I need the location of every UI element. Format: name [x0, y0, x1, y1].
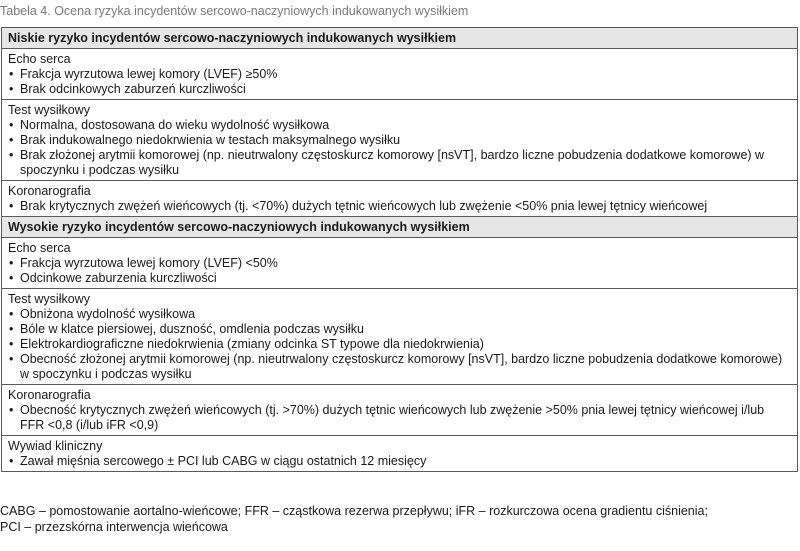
section-header-high-risk: Wysokie ryzyko incydentów sercowo-naczyniowych indukowanych wysiłkiem [2, 217, 797, 238]
criteria-block [2, 436, 797, 471]
list-item: • Obniżona wydolność wysiłkowa [8, 307, 791, 322]
criteria-list [8, 118, 791, 178]
block-title: Koronarografia [8, 388, 91, 402]
list-item: • Bóle w klatce piersiowej, duszność, omdlenia podczas wysiłku [8, 322, 791, 337]
list-item: • Zawał mięśnia sercowego ± PCI lub CABG w ciągu ostatnich 12 miesięcy [8, 454, 791, 469]
list-item: • Brak indukowalnego niedokrwienia w testach maksymalnego wysiłku [8, 133, 791, 148]
criteria-list [8, 199, 791, 214]
criteria-list [8, 256, 791, 286]
table-footnote [0, 503, 800, 535]
criteria-list [8, 67, 791, 97]
block-title: Echo serca [8, 52, 71, 66]
block-title: Test wysiłkowy [8, 103, 90, 117]
criteria-block [2, 385, 797, 436]
list-item: • Frakcja wyrzutowa lewej komory (LVEF) <50% [8, 256, 791, 271]
criteria-block [2, 100, 797, 181]
list-item: • Normalna, dostosowana do wieku wydolność wysiłkowa [8, 118, 791, 133]
table-caption: Tabela 4. Ocena ryzyka incydentów sercowo-naczyniowych indukowanych wysiłkiem [0, 4, 469, 18]
list-item: • Frakcja wyrzutowa lewej komory (LVEF) ≥50% [8, 67, 791, 82]
criteria-list [8, 403, 791, 433]
list-item: • Elektrokardiograficzne niedokrwienia (zmiany odcinka ST typowe dla niedokrwienia) [8, 337, 791, 352]
list-item: • Odcinkowe zaburzenia kurczliwości [8, 271, 791, 286]
criteria-block [2, 289, 797, 385]
block-title: Test wysiłkowy [8, 292, 90, 306]
footnote-line-2: PCI – przezskórna interwencja wieńcowa [0, 520, 228, 534]
section-header-low-risk: Niskie ryzyko incydentów sercowo-naczyniowych indukowanych wysiłkiem [2, 28, 797, 49]
block-title: Echo serca [8, 241, 71, 255]
criteria-list [8, 454, 791, 469]
list-item: • Brak krytycznych zwężeń wieńcowych (tj. <70%) dużych tętnic wieńcowych lub zwężenie <50% pnia lewej tętnicy wieńcowej [8, 199, 791, 214]
block-title: Wywiad kliniczny [8, 439, 103, 453]
criteria-block [2, 49, 797, 100]
list-item: • Brak złożonej arytmii komorowej (np. nieutrwalony częstoskurcz komorowy [nsVT], bardzo liczne pobudzenia dodatkowe komorowe) w spoczynku i podczas wysiłku [8, 148, 791, 178]
list-item: • Brak odcinkowych zaburzeń kurczliwości [8, 82, 791, 97]
list-item: • Obecność złożonej arytmii komorowej (np. nieutrwalony częstoskurcz komorowy [nsVT], bardzo liczne pobudzenia dodatkowe komorowe) w spoczynku i podczas wysiłku [8, 352, 791, 382]
risk-table [1, 27, 798, 472]
criteria-block [2, 238, 797, 289]
list-item: • Obecność krytycznych zwężeń wieńcowych (tj. >70%) dużych tętnic wieńcowych lub zwężenie >50% pnia lewej tętnicy wieńcowej i/lub FFR <0,8 (i/lub iFR <0,9) [8, 403, 791, 433]
criteria-block [2, 181, 797, 217]
footnote-line-1: CABG – pomostowanie aortalno-wieńcowe; FFR – cząstkowa rezerwa przepływu; iFR – rozkurczowa ocena gradientu ciśnienia; [0, 504, 708, 518]
criteria-list [8, 307, 791, 382]
block-title: Koronarografia [8, 184, 91, 198]
